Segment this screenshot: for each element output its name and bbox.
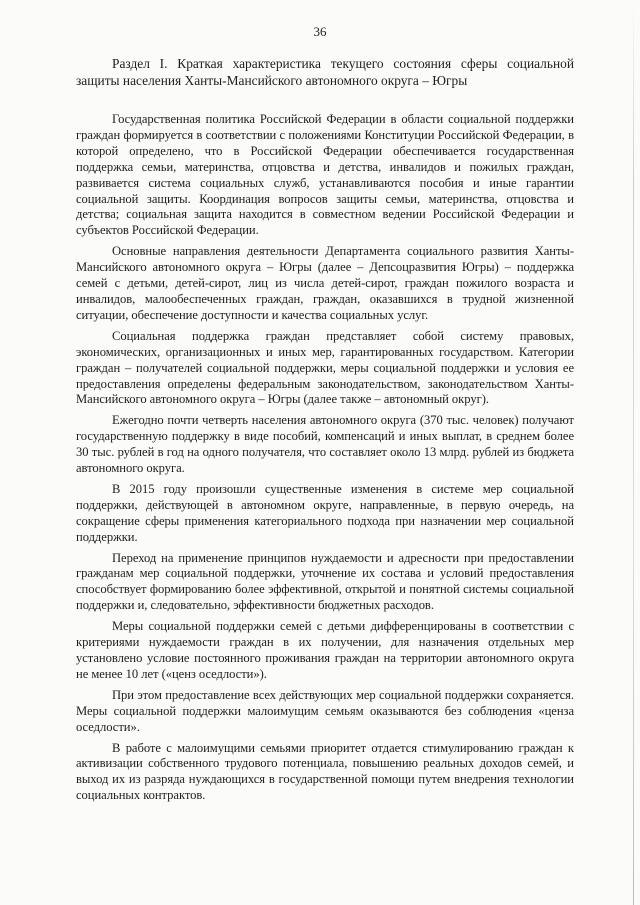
paragraph-need-principles: Переход на применение принципов нуждаемости и адресности при предоставлении гражданам мер социальной поддержки, уточнение их состава и условий предоставления способствует формированию более эффективной, открытой и понятной системы социальной поддержки и, следовательно, эффективности бюджетных расходов. <box>76 550 574 613</box>
scan-edge <box>633 0 634 905</box>
document-body <box>76 56 574 809</box>
paragraph-department-directions: Основные направления деятельности Департамента социального развития Ханты-Мансийского автономного округа – Югры (далее – Депсоцразвития Югры) – поддержка семей с детьми, детей-сирот, лиц из числа детей-сирот, граждан пожилого возраста и инвалидов, малообеспеченных граждан, граждан, оказавшихся в трудной жизненной ситуации, обеспечение доступности и качества социальных услуг. <box>76 244 574 322</box>
paragraph-2015-changes: В 2015 году произошли существенные изменения в системе мер социальной поддержки, действующей в автономном округе, направленные, в первую очередь, на сокращение сферы применения категориального подхода при назначении мер социальной поддержки. <box>76 481 574 544</box>
paragraph-social-support-system: Социальная поддержка граждан представляет собой систему правовых, экономических, организационных и иных мер, гарантированных государством. Категории граждан – получателей социальной поддержки, меры социальной поддержки и условия ее предоставления определены федеральным законодательством, законодательством Ханты-Мансийского автономного округа – Югры (далее также – автономный округ). <box>76 328 574 407</box>
paragraph-state-policy: Государственная политика Российской Федерации в области социальной поддержки граждан формируется в соответствии с положениями Конституции Российской Федерации, в которой определено, что в Российской Федерации обеспечивается государственная поддержка семьи, материнства, отцовства и детства, инвалидов и пожилых граждан, развивается система социальных служб, устанавливаются пособия и иные гарантии социальной защиты. Координация вопросов защиты семьи, материнства, отцовства и детства; социальная защита находится в совместном ведении Российской Федерации и субъектов Российской Федерации. <box>76 112 574 238</box>
paragraph-family-measures: Меры социальной поддержки семей с детьми дифференцированы в соответствии с критериями нуждаемости граждан в их получении, для назначения отдельных мер установлено условие постоянного проживания граждан на территории автономного округа не менее 10 лет («ценз оседлости»). <box>76 619 574 681</box>
section-title: Раздел I. Краткая характеристика текущего состояния сферы социальной защиты населения Ханты-Мансийского автономного округа – Югры <box>76 56 574 88</box>
paragraph-annual-support: Ежегодно почти четверть населения автономного округа (370 тыс. человек) получают государственную поддержку в виде пособий, компенсаций и иных выплат, в среднем более 30 тыс. рублей в год на одного получателя, что составляет около 13 млрд. рублей из бюджета автономного округа. <box>76 413 574 476</box>
page-number: 36 <box>313 24 327 39</box>
paragraph-social-contracts: В работе с малоимущими семьями приоритет отдается стимулированию граждан к активизации собственного трудового потенциала, повышению реальных доходов семей, и выход их из разряда нуждающихся в государственной помощи путем внедрения технологии социальных контрактов. <box>76 740 574 803</box>
paragraph-low-income-measures: При этом предоставление всех действующих мер социальной поддержки сохраняется. Меры социальной поддержки малоимущим семьям оказываются без соблюдения «ценза оседлости». <box>76 687 574 734</box>
